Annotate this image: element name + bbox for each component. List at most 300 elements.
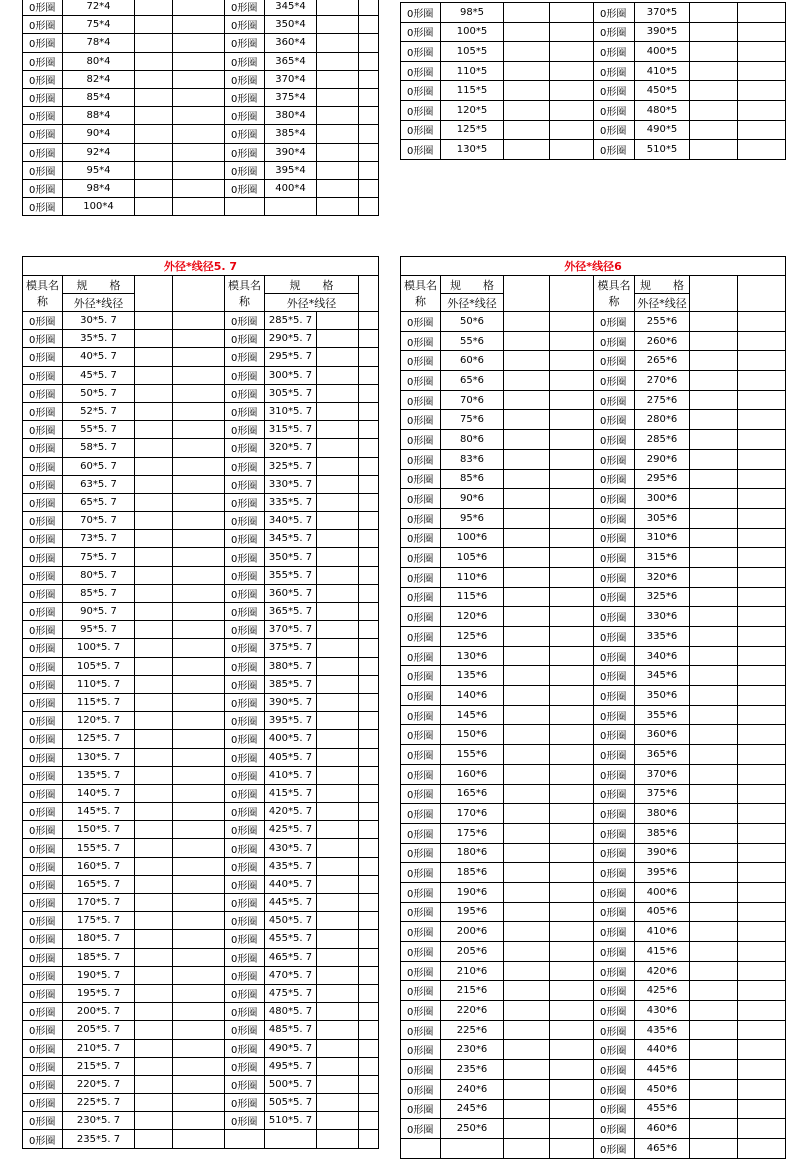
mold-name-cell: 0形圈 (23, 439, 63, 457)
mold-name-cell: 0形圈 (594, 120, 635, 140)
table-row (23, 512, 379, 530)
mold-name-cell: 0形圈 (594, 140, 635, 160)
spec-cell: 160*6 (441, 764, 504, 784)
spec-cell: 425*6 (635, 981, 690, 1001)
table-row (23, 821, 379, 839)
spec-cell: 405*5. 7 (265, 748, 317, 766)
table-row (23, 88, 379, 106)
mold-name-cell: 0形圈 (594, 390, 635, 410)
mold-name-cell: 0形圈 (401, 882, 441, 902)
mold-name-cell: 0形圈 (225, 88, 265, 106)
spec-cell: 380*5. 7 (265, 657, 317, 675)
table-row (401, 100, 786, 120)
mold-name-cell: 0形圈 (594, 42, 635, 62)
table-row (401, 548, 786, 568)
table-row (23, 548, 379, 566)
spec-cell: 140*6 (441, 686, 504, 706)
mold-name-cell: 0形圈 (225, 161, 265, 179)
table-row (23, 16, 379, 34)
mold-name-cell: 0形圈 (225, 675, 265, 693)
mold-name-cell: 0形圈 (23, 821, 63, 839)
spec-cell: 80*5. 7 (63, 566, 135, 584)
spec-cell: 355*6 (635, 705, 690, 725)
spec-cell: 385*4 (265, 125, 317, 143)
spec-cell: 405*6 (635, 902, 690, 922)
mold-name-cell: 0形圈 (23, 1130, 63, 1148)
mold-name-cell: 0形圈 (23, 675, 63, 693)
spec-cell: 350*5. 7 (265, 548, 317, 566)
table-row (23, 784, 379, 802)
spec-cell: 395*5. 7 (265, 712, 317, 730)
spec-cell: 225*6 (441, 1020, 504, 1040)
table-row (401, 449, 786, 469)
spec-cell: 55*5. 7 (63, 421, 135, 439)
table-row (23, 143, 379, 161)
spec-cell: 100*6 (441, 528, 504, 548)
spec-cell: 480*5. 7 (265, 1003, 317, 1021)
table-top-left (22, 0, 379, 216)
spec-cell: 60*5. 7 (63, 457, 135, 475)
mold-name-cell: 0形圈 (225, 512, 265, 530)
spec-cell: 455*6 (635, 1099, 690, 1119)
spec-cell: 385*5. 7 (265, 675, 317, 693)
spec-cell: 270*6 (635, 371, 690, 391)
spec-subheader: 外径*线径 (635, 294, 690, 312)
mold-name-cell: 0形圈 (23, 912, 63, 930)
table-row (401, 3, 786, 23)
table-row (23, 730, 379, 748)
mold-name-cell: 0形圈 (23, 457, 63, 475)
table-row (401, 1079, 786, 1099)
mold-name-cell: 0形圈 (401, 607, 441, 627)
mold-name-cell: 0形圈 (225, 1021, 265, 1039)
table-row (23, 603, 379, 621)
table-row (23, 384, 379, 402)
mold-name-cell: 0形圈 (401, 686, 441, 706)
mold-name-cell: 0形圈 (594, 843, 635, 863)
table-row (23, 566, 379, 584)
mold-name-cell: 0形圈 (225, 621, 265, 639)
mold-name-cell: 0形圈 (401, 449, 441, 469)
spec-cell: 250*6 (441, 1119, 504, 1139)
mold-name-cell: 0形圈 (401, 1040, 441, 1060)
mold-name-cell: 0形圈 (401, 942, 441, 962)
table-row (23, 1057, 379, 1075)
table-body (23, 312, 379, 1149)
mold-name-cell: 0形圈 (225, 839, 265, 857)
mold-name-cell (225, 1130, 265, 1148)
table-row (401, 390, 786, 410)
spec-cell: 165*5. 7 (63, 875, 135, 893)
mold-name-cell: 0形圈 (23, 179, 63, 197)
spec-cell: 190*5. 7 (63, 966, 135, 984)
mold-name-cell: 0形圈 (594, 449, 635, 469)
table-ring-5-7 (22, 256, 379, 1149)
mold-name-cell: 0形圈 (23, 1021, 63, 1039)
mold-name-cell: 0形圈 (23, 493, 63, 511)
mold-name-header: 模具名 称 (225, 276, 265, 312)
spec-header: 规 格 (63, 276, 135, 294)
spec-subheader: 外径*线径 (441, 294, 504, 312)
mold-name-cell: 0形圈 (225, 34, 265, 52)
mold-name-cell: 0形圈 (225, 1057, 265, 1075)
table-row (23, 366, 379, 384)
spec-cell: 83*6 (441, 449, 504, 469)
mold-name-cell: 0形圈 (225, 766, 265, 784)
mold-name-cell: 0形圈 (401, 312, 441, 332)
spec-cell: 170*6 (441, 804, 504, 824)
mold-name-cell: 0形圈 (225, 748, 265, 766)
mold-name-cell: 0形圈 (225, 52, 265, 70)
table-row (401, 1099, 786, 1119)
mold-name-cell: 0形圈 (23, 566, 63, 584)
spec-cell: 435*6 (635, 1020, 690, 1040)
mold-name-cell: 0形圈 (594, 1138, 635, 1158)
spec-cell: 445*6 (635, 1060, 690, 1080)
spec-cell: 110*5. 7 (63, 675, 135, 693)
mold-name-cell: 0形圈 (23, 894, 63, 912)
spec-cell: 365*6 (635, 745, 690, 765)
spec-cell: 365*5. 7 (265, 603, 317, 621)
spec-cell: 305*5. 7 (265, 384, 317, 402)
mold-name-cell: 0形圈 (401, 140, 441, 160)
spec-cell: 85*5. 7 (63, 584, 135, 602)
spec-cell: 235*5. 7 (63, 1130, 135, 1148)
spec-cell: 430*5. 7 (265, 839, 317, 857)
mold-name-cell (225, 198, 265, 216)
mold-name-cell: 0形圈 (23, 16, 63, 34)
spec-cell: 58*5. 7 (63, 439, 135, 457)
mold-name-cell: 0形圈 (23, 839, 63, 857)
mold-name-header: 模具名 称 (23, 276, 63, 312)
spec-cell: 400*6 (635, 882, 690, 902)
mold-name-cell: 0形圈 (594, 922, 635, 942)
spec-cell: 205*6 (441, 942, 504, 962)
spec-cell: 75*5. 7 (63, 548, 135, 566)
spec-cell: 370*6 (635, 764, 690, 784)
spec-cell: 255*6 (635, 312, 690, 332)
mold-name-cell: 0形圈 (401, 823, 441, 843)
spec-cell: 110*5 (441, 61, 504, 81)
table-top-right (400, 2, 786, 160)
table-row (401, 804, 786, 824)
table-row (23, 675, 379, 693)
mold-name-cell: 0形圈 (225, 457, 265, 475)
spec-cell: 350*6 (635, 686, 690, 706)
mold-name-cell: 0形圈 (225, 402, 265, 420)
spec-cell: 440*5. 7 (265, 875, 317, 893)
spec-cell: 240*6 (441, 1079, 504, 1099)
spec-cell: 390*4 (265, 143, 317, 161)
mold-name-cell: 0形圈 (225, 930, 265, 948)
spec-cell: 375*6 (635, 784, 690, 804)
mold-name-cell: 0形圈 (225, 894, 265, 912)
spec-cell: 400*5 (635, 42, 690, 62)
spec-header: 规 格 (635, 276, 690, 294)
spec-cell: 400*5. 7 (265, 730, 317, 748)
table-row (401, 528, 786, 548)
table-row (401, 469, 786, 489)
spec-subheader: 外径*线径 (63, 294, 135, 312)
mold-name-cell: 0形圈 (594, 1079, 635, 1099)
mold-name-cell: 0形圈 (23, 730, 63, 748)
mold-name-cell: 0形圈 (594, 1020, 635, 1040)
spec-cell: 480*5 (635, 100, 690, 120)
mold-name-cell: 0形圈 (225, 421, 265, 439)
table-row (23, 1075, 379, 1093)
spec-cell: 285*5. 7 (265, 312, 317, 330)
spec-cell: 125*5 (441, 120, 504, 140)
spec-cell: 75*4 (63, 16, 135, 34)
mold-name-cell: 0形圈 (225, 784, 265, 802)
spec-cell: 135*6 (441, 666, 504, 686)
mold-name-cell: 0形圈 (23, 1094, 63, 1112)
table-title: 外径*线径5. 7 (23, 257, 379, 276)
spec-cell: 510*5 (635, 140, 690, 160)
mold-name-cell: 0形圈 (23, 330, 63, 348)
mold-name-cell: 0形圈 (594, 902, 635, 922)
mold-name-cell: 0形圈 (401, 1060, 441, 1080)
spec-cell: 95*6 (441, 508, 504, 528)
spec-cell: 370*5. 7 (265, 621, 317, 639)
spec-cell: 345*6 (635, 666, 690, 686)
mold-name-header: 模具名 称 (401, 276, 441, 312)
mold-name-cell: 0形圈 (401, 764, 441, 784)
spec-cell (265, 198, 317, 216)
mold-name-cell: 0形圈 (225, 639, 265, 657)
mold-name-cell: 0形圈 (23, 348, 63, 366)
spec-cell: 60*6 (441, 351, 504, 371)
mold-name-cell: 0形圈 (401, 120, 441, 140)
mold-name-cell: 0形圈 (23, 0, 63, 16)
spec-cell: 70*5. 7 (63, 512, 135, 530)
spec-cell: 92*4 (63, 143, 135, 161)
spec-cell: 330*5. 7 (265, 475, 317, 493)
mold-name-cell: 0形圈 (23, 1039, 63, 1057)
table-row (401, 942, 786, 962)
mold-name-cell: 0形圈 (23, 548, 63, 566)
table-row (401, 666, 786, 686)
mold-name-cell: 0形圈 (594, 981, 635, 1001)
spec-cell: 235*6 (441, 1060, 504, 1080)
spec-cell: 450*6 (635, 1079, 690, 1099)
table-row (23, 330, 379, 348)
spec-cell: 450*5 (635, 81, 690, 101)
mold-name-cell: 0形圈 (401, 725, 441, 745)
table-row (23, 161, 379, 179)
mold-name-cell: 0形圈 (401, 548, 441, 568)
mold-name-cell: 0形圈 (225, 1112, 265, 1130)
spec-cell: 98*4 (63, 179, 135, 197)
spec-cell: 90*4 (63, 125, 135, 143)
table-row (401, 508, 786, 528)
spec-cell: 155*5. 7 (63, 839, 135, 857)
spec-cell: 215*6 (441, 981, 504, 1001)
mold-name-cell: 0形圈 (225, 330, 265, 348)
spec-cell: 130*5. 7 (63, 748, 135, 766)
table-row (401, 1138, 786, 1158)
table-row (401, 823, 786, 843)
table-row (401, 81, 786, 101)
table-row (23, 839, 379, 857)
mold-name-cell: 0形圈 (23, 384, 63, 402)
mold-name-cell: 0形圈 (225, 948, 265, 966)
spec-cell: 220*5. 7 (63, 1075, 135, 1093)
mold-name-cell: 0形圈 (23, 421, 63, 439)
table-row (23, 875, 379, 893)
mold-name-cell: 0形圈 (225, 984, 265, 1002)
table-row (23, 657, 379, 675)
spec-cell: 85*4 (63, 88, 135, 106)
spec-cell: 50*5. 7 (63, 384, 135, 402)
spec-cell: 375*5. 7 (265, 639, 317, 657)
spec-cell: 110*6 (441, 567, 504, 587)
spec-cell: 225*5. 7 (63, 1094, 135, 1112)
table-row (23, 912, 379, 930)
mold-name-cell: 0形圈 (225, 803, 265, 821)
spec-cell (441, 1138, 504, 1158)
spec-cell: 330*6 (635, 607, 690, 627)
spec-cell: 180*5. 7 (63, 930, 135, 948)
spec-cell: 370*5 (635, 3, 690, 23)
mold-name-cell: 0形圈 (594, 567, 635, 587)
mold-name-cell: 0形圈 (225, 439, 265, 457)
spec-cell: 65*5. 7 (63, 493, 135, 511)
spec-cell: 360*6 (635, 725, 690, 745)
table-row (401, 410, 786, 430)
mold-name-cell: 0形圈 (225, 366, 265, 384)
spec-cell: 115*5. 7 (63, 693, 135, 711)
mold-name-cell: 0形圈 (225, 530, 265, 548)
spec-cell: 260*6 (635, 331, 690, 351)
mold-name-cell: 0形圈 (225, 966, 265, 984)
mold-name-cell: 0形圈 (225, 875, 265, 893)
mold-name-cell: 0形圈 (225, 125, 265, 143)
table-row (401, 961, 786, 981)
spec-cell: 365*4 (265, 52, 317, 70)
spec-cell: 300*6 (635, 489, 690, 509)
spec-cell: 50*6 (441, 312, 504, 332)
mold-name-cell: 0形圈 (225, 584, 265, 602)
mold-name-cell: 0形圈 (23, 198, 63, 216)
table-row (401, 745, 786, 765)
spec-cell: 445*5. 7 (265, 894, 317, 912)
mold-name-cell: 0形圈 (401, 61, 441, 81)
spec-cell: 415*5. 7 (265, 784, 317, 802)
spec-cell: 100*5 (441, 22, 504, 42)
table-row (23, 584, 379, 602)
spec-cell: 280*6 (635, 410, 690, 430)
spec-cell: 470*5. 7 (265, 966, 317, 984)
mold-name-cell: 0形圈 (23, 475, 63, 493)
spec-cell: 55*6 (441, 331, 504, 351)
table-ring-6 (400, 256, 786, 1159)
spec-cell: 90*6 (441, 489, 504, 509)
mold-name-cell: 0形圈 (225, 384, 265, 402)
table-row (401, 1040, 786, 1060)
mold-name-cell: 0形圈 (23, 70, 63, 88)
spec-cell: 120*6 (441, 607, 504, 627)
spec-cell: 450*5. 7 (265, 912, 317, 930)
mold-name-cell: 0形圈 (23, 766, 63, 784)
mold-name-cell: 0形圈 (23, 107, 63, 125)
table-row (23, 621, 379, 639)
spec-cell: 130*5 (441, 140, 504, 160)
mold-name-cell: 0形圈 (594, 686, 635, 706)
mold-name-cell: 0形圈 (23, 966, 63, 984)
spec-cell (265, 1130, 317, 1148)
mold-name-cell: 0形圈 (401, 22, 441, 42)
spec-cell: 115*6 (441, 587, 504, 607)
table-row (23, 402, 379, 420)
spec-cell: 420*5. 7 (265, 803, 317, 821)
spec-cell: 80*4 (63, 52, 135, 70)
table-row (401, 61, 786, 81)
spec-cell: 45*5. 7 (63, 366, 135, 384)
mold-name-cell: 0形圈 (23, 584, 63, 602)
spec-cell: 265*6 (635, 351, 690, 371)
spec-cell: 100*5. 7 (63, 639, 135, 657)
mold-name-cell: 0形圈 (23, 984, 63, 1002)
table-row (23, 0, 379, 16)
spec-cell: 63*5. 7 (63, 475, 135, 493)
mold-name-cell: 0形圈 (401, 508, 441, 528)
spec-cell: 145*5. 7 (63, 803, 135, 821)
mold-name-cell: 0形圈 (401, 902, 441, 922)
spec-cell: 355*5. 7 (265, 566, 317, 584)
spec-cell: 420*6 (635, 961, 690, 981)
table-row (23, 803, 379, 821)
spec-cell: 120*5 (441, 100, 504, 120)
table-row (23, 639, 379, 657)
spec-cell: 40*5. 7 (63, 348, 135, 366)
table-row (401, 120, 786, 140)
spec-cell: 195*6 (441, 902, 504, 922)
spec-cell: 230*6 (441, 1040, 504, 1060)
table-row (23, 493, 379, 511)
spec-cell: 85*6 (441, 469, 504, 489)
mold-name-cell: 0形圈 (23, 125, 63, 143)
mold-name-cell: 0形圈 (225, 730, 265, 748)
mold-name-cell: 0形圈 (225, 107, 265, 125)
mold-name-cell: 0形圈 (23, 1112, 63, 1130)
mold-name-cell: 0形圈 (594, 607, 635, 627)
mold-name-cell: 0形圈 (23, 1003, 63, 1021)
mold-name-cell: 0形圈 (594, 646, 635, 666)
spec-cell: 180*6 (441, 843, 504, 863)
mold-name-cell: 0形圈 (594, 489, 635, 509)
spec-cell: 105*5 (441, 42, 504, 62)
table-row (23, 198, 379, 216)
spec-cell: 360*4 (265, 34, 317, 52)
spec-cell: 245*6 (441, 1099, 504, 1119)
spec-cell: 395*6 (635, 863, 690, 883)
mold-name-cell: 0形圈 (594, 705, 635, 725)
mold-name-cell: 0形圈 (594, 1001, 635, 1021)
spec-cell: 120*5. 7 (63, 712, 135, 730)
mold-name-cell: 0形圈 (23, 143, 63, 161)
table-row (23, 348, 379, 366)
spec-cell: 350*4 (265, 16, 317, 34)
mold-name-cell: 0形圈 (594, 666, 635, 686)
table-row (401, 371, 786, 391)
mold-name-cell: 0形圈 (225, 912, 265, 930)
spec-cell: 395*4 (265, 161, 317, 179)
spec-cell: 165*6 (441, 784, 504, 804)
spec-cell: 390*6 (635, 843, 690, 863)
spec-cell: 95*5. 7 (63, 621, 135, 639)
mold-name-cell: 0形圈 (594, 1099, 635, 1119)
